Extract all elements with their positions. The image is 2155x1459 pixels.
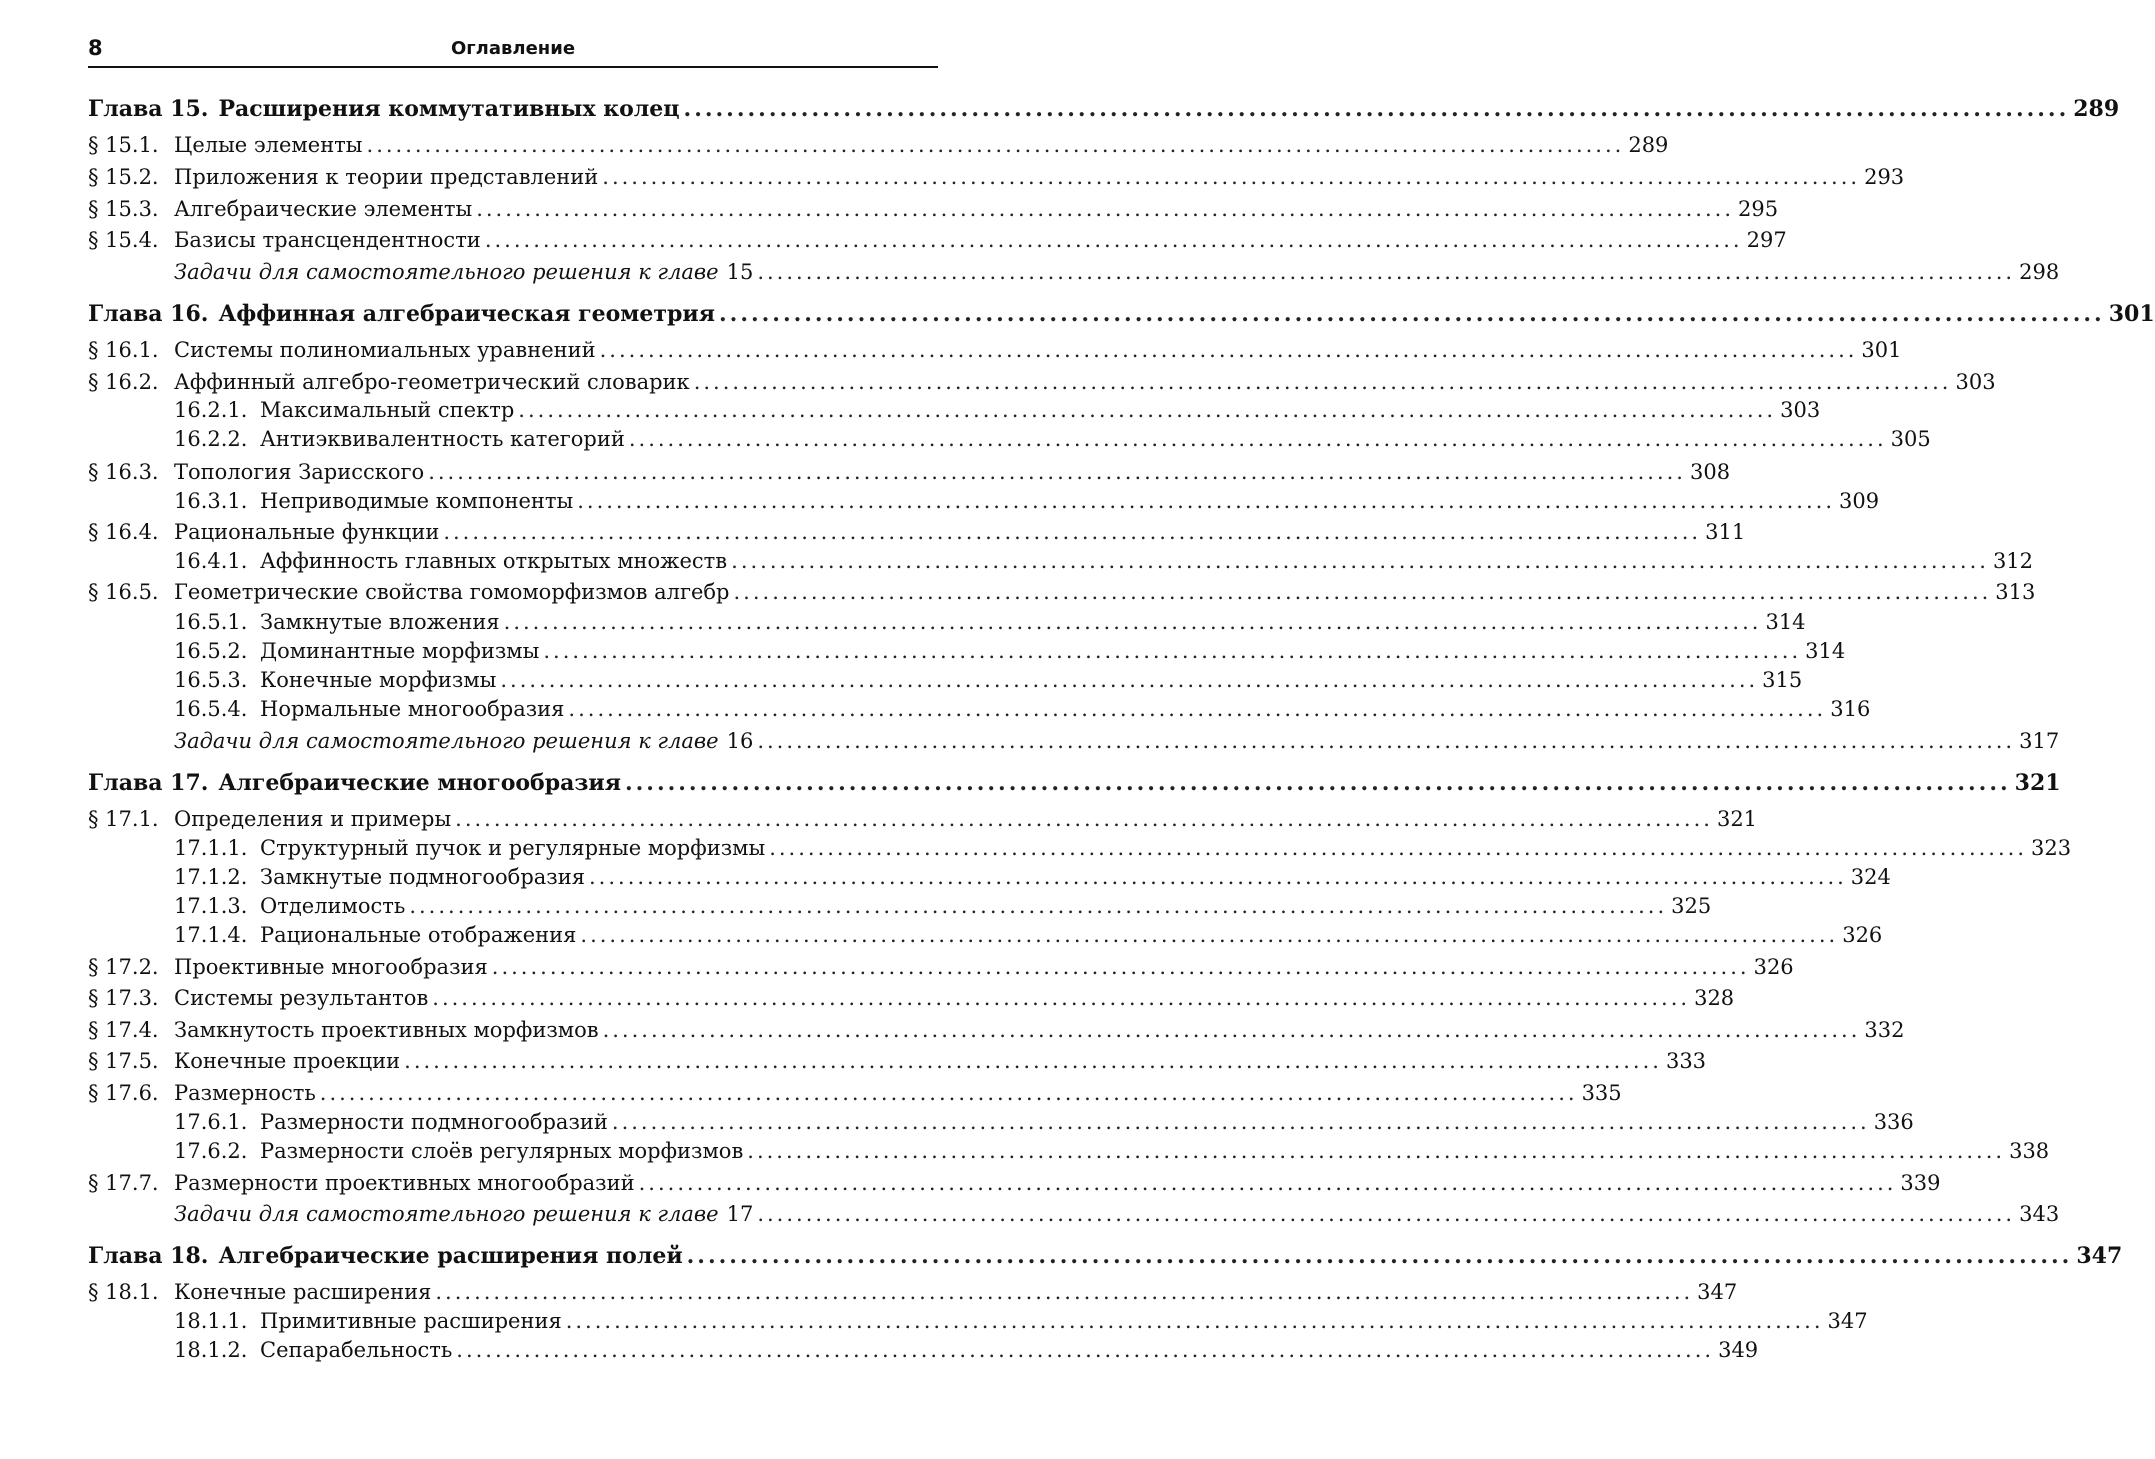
- toc-dot-leader: ..................................................................................................................................: [719, 301, 2105, 327]
- toc-subsection-entry: [88, 865, 1891, 895]
- toc-entry-number: Глава 16.: [88, 301, 209, 327]
- toc-dot-leader: ..................................................................................................................................: [319, 1081, 1578, 1105]
- toc-chapter-entry: [88, 1243, 2123, 1273]
- toc-entry-number: § 16.2.: [88, 370, 159, 394]
- toc-entry-number: Глава 18.: [88, 1243, 209, 1269]
- toc-entry-title: Задачи для самостоятельного решения к главе: [174, 729, 719, 753]
- toc-dot-leader: ..................................................................................................................................: [769, 836, 2027, 860]
- toc-entry-title: Конечные проекции: [174, 1049, 401, 1073]
- toc-entry-number: 18.1.2.: [174, 1338, 248, 1362]
- toc-entry-title: Максимальный спектр: [260, 398, 515, 422]
- toc-entry-title: Конечные морфизмы: [260, 668, 497, 692]
- toc-section-entry: [88, 460, 1731, 490]
- toc-page-number: 309: [1839, 489, 1880, 513]
- toc-page-number: 298: [2019, 260, 2060, 284]
- toc-dot-leader: ..................................................................................................................................: [432, 986, 1691, 1010]
- toc-entry-number: § 16.3.: [88, 460, 159, 484]
- toc-subsection-entry: [88, 639, 1846, 669]
- toc-subsection-entry: [88, 923, 1883, 953]
- toc-page-number: 347: [2076, 1243, 2123, 1269]
- toc-entry-title: Задачи для самостоятельного решения к главе: [174, 1202, 719, 1226]
- toc-entry-number: Глава 15.: [88, 96, 209, 122]
- toc-entry-number: 18.1.1.: [174, 1309, 248, 1333]
- toc-dot-leader: ..................................................................................................................................: [491, 955, 1750, 979]
- toc-chapter-entry: [88, 770, 2061, 800]
- toc-dot-leader: ..................................................................................................................................: [589, 865, 1847, 889]
- toc-page-number: 293: [1864, 165, 1905, 189]
- toc-entry-number: 17.1.4.: [174, 923, 248, 947]
- toc-entry-number: § 17.6.: [88, 1081, 159, 1105]
- toc-section-entry: [88, 133, 1669, 163]
- toc-page-number: 315: [1762, 668, 1803, 692]
- toc-entry-title: Алгебраические расширения полей: [218, 1243, 683, 1269]
- toc-entry-title: Размерности проективных многообразий: [174, 1171, 635, 1195]
- toc-dot-leader: ..................................................................................................................................: [409, 894, 1668, 918]
- toc-subsection-entry: [88, 1309, 1868, 1339]
- toc-section-entry: [88, 955, 1794, 985]
- toc-entry-title: Топология Зарисского: [174, 460, 425, 484]
- toc-dot-leader: ..................................................................................................................................: [747, 1139, 2006, 1163]
- toc-entry-number: § 15.4.: [88, 228, 159, 252]
- toc-dot-leader: ..................................................................................................................................: [428, 460, 1686, 484]
- toc-entry-number: 17.1.3.: [174, 894, 248, 918]
- toc-dot-leader: ..................................................................................................................................: [577, 489, 1836, 513]
- toc-entry-title: Системы результантов: [174, 986, 429, 1010]
- toc-dot-leader: ..................................................................................................................................: [693, 370, 1952, 394]
- toc-entry-title: Структурный пучок и регулярные морфизмы: [260, 836, 766, 860]
- toc-page-number: 338: [2009, 1139, 2050, 1163]
- toc-entry-title: Доминантные морфизмы: [260, 639, 540, 663]
- toc-section-entry: [88, 807, 1758, 837]
- toc-entry-title: Целые элементы: [174, 133, 363, 157]
- toc-page-number: 336: [1873, 1110, 1914, 1134]
- toc-entry-number: § 17.4.: [88, 1018, 159, 1042]
- toc-subsection-entry: [88, 398, 1821, 428]
- toc-dot-leader: ..................................................................................................................................: [435, 1280, 1694, 1304]
- toc-entry-number: § 16.1.: [88, 338, 159, 362]
- toc-entry-number: 17.6.2.: [174, 1139, 248, 1163]
- toc-dot-leader: ..................................................................................................................................: [456, 1338, 1715, 1362]
- toc-entry-title: Задачи для самостоятельного решения к главе: [174, 260, 719, 284]
- toc-entry-title: Неприводимые компоненты: [260, 489, 574, 513]
- toc-entry-number: § 18.1.: [88, 1280, 159, 1304]
- toc-section-entry: [88, 370, 1996, 400]
- toc-dot-leader: ..................................................................................................................................: [757, 729, 2016, 753]
- toc-entry-title: Сепарабельность: [260, 1338, 453, 1362]
- toc-dot-leader: ..................................................................................................................................: [599, 338, 1858, 362]
- toc-page-number: 313: [1995, 580, 2036, 604]
- toc-page-number: 312: [1992, 549, 2034, 573]
- toc-page-number: 316: [1830, 697, 1871, 721]
- toc-entry-number: § 15.1.: [88, 133, 159, 157]
- page-number: 8: [88, 36, 103, 60]
- toc-entry-title: Расширения коммутативных колец: [218, 96, 680, 122]
- toc-section-entry: [88, 1280, 1738, 1310]
- toc-entry-number: 16.4.1.: [174, 549, 248, 573]
- toc-dot-leader: ..................................................................................................................................: [733, 580, 1992, 604]
- toc-entry-title: Геометрические свойства гомоморфизмов алгебр: [174, 580, 730, 604]
- toc-dot-leader: ..................................................................................................................................: [611, 1110, 1870, 1134]
- header-rule: [88, 66, 938, 68]
- toc-entry-number: 17.1.1.: [174, 836, 248, 860]
- toc-subsection-entry: [88, 1110, 1914, 1140]
- toc-page-number: 328: [1694, 986, 1735, 1010]
- toc-entry-title: Нормальные многообразия: [260, 697, 565, 721]
- toc-entry-title: Конечные расширения: [174, 1280, 432, 1304]
- toc-dot-leader: ..................................................................................................................................: [366, 133, 1625, 157]
- toc-dot-leader: ..................................................................................................................................: [518, 398, 1777, 422]
- toc-entry-title: Антиэквивалентность категорий: [260, 427, 625, 451]
- toc-entry-number: § 17.5.: [88, 1049, 159, 1073]
- toc-subsection-entry: [88, 894, 1712, 924]
- toc-dot-leader: ..................................................................................................................................: [503, 610, 1762, 634]
- toc-entry-title: Системы полиномиальных уравнений: [174, 338, 596, 362]
- toc-page-number: 289: [1628, 133, 1669, 157]
- toc-page-number: 314: [1805, 639, 1846, 663]
- toc-page-number: 308: [1689, 460, 1731, 484]
- toc-section-entry: [88, 580, 2036, 610]
- toc-chapter-entry: [88, 96, 2120, 126]
- toc-entry-title: Отделимость: [260, 894, 406, 918]
- toc-page-number: 289: [2073, 96, 2120, 122]
- toc-section-entry: [88, 165, 1905, 195]
- toc-section-entry: [88, 1171, 1941, 1201]
- toc-entry-title: Аффинная алгебраическая геометрия: [218, 301, 715, 327]
- toc-entry-title: Размерности слоёв регулярных морфизмов: [260, 1139, 744, 1163]
- toc-dot-leader: ..................................................................................................................................: [628, 427, 1887, 451]
- toc-entry-title: Проективные многообразия: [174, 955, 488, 979]
- toc-dot-leader: ..................................................................................................................................: [638, 1171, 1897, 1195]
- toc-subsection-entry: [88, 549, 2034, 579]
- toc-page-number: 325: [1671, 894, 1712, 918]
- toc-page-number: 311: [1705, 520, 1746, 544]
- toc-entry-number: § 17.2.: [88, 955, 159, 979]
- toc-page-number: 347: [1697, 1280, 1738, 1304]
- toc-dot-leader: ..................................................................................................................................: [757, 1202, 2016, 1226]
- toc-entry-number: § 15.2.: [88, 165, 159, 189]
- toc-page-number: 297: [1746, 228, 1787, 252]
- toc-entry-title: Замкнутость проективных морфизмов: [174, 1018, 599, 1042]
- toc-entry-title: Алгебраические многообразия: [218, 770, 621, 796]
- toc-dot-leader: ..................................................................................................................................: [602, 165, 1861, 189]
- toc-entry-title: Примитивные расширения: [260, 1309, 562, 1333]
- toc-page-number: 321: [1716, 807, 1758, 831]
- page-header: [88, 36, 938, 66]
- toc-page-number: 324: [1850, 865, 1891, 889]
- toc-entry-number: 16.5.3.: [174, 668, 248, 692]
- toc-subsection-entry: [88, 610, 1806, 640]
- toc-page-number: 335: [1581, 1081, 1622, 1105]
- toc-dot-leader: ..................................................................................................................................: [757, 260, 2016, 284]
- toc-section-entry: [88, 986, 1735, 1016]
- toc-entry-number: § 17.1.: [88, 807, 159, 831]
- toc-page-number: 317: [2019, 729, 2060, 753]
- toc-entry-title: Аффинность главных открытых множеств: [260, 549, 728, 573]
- toc-page-number: 305: [1890, 427, 1931, 451]
- toc-page-number: 301: [1861, 338, 1902, 362]
- toc-dot-leader: ..................................................................................................................................: [602, 1018, 1861, 1042]
- toc-dot-leader: ..................................................................................................................................: [568, 697, 1827, 721]
- toc-page-number: 323: [2031, 836, 2072, 860]
- toc-entry-number: 16.5.2.: [174, 639, 248, 663]
- toc-dot-leader: ..................................................................................................................................: [731, 549, 1989, 573]
- toc-subsection-entry: [88, 836, 2072, 866]
- toc-dot-leader: ..................................................................................................................................: [624, 770, 2011, 796]
- toc-page-number: 339: [1900, 1171, 1941, 1195]
- toc-entry-number: § 16.4.: [88, 520, 159, 544]
- running-title: Оглавление: [450, 38, 576, 59]
- toc-dot-leader: ..................................................................................................................................: [565, 1309, 1824, 1333]
- toc-entry-number: § 15.3.: [88, 197, 159, 221]
- toc-section-entry: [88, 520, 1746, 550]
- toc-chapter-ref: 16: [726, 729, 754, 753]
- toc-dot-leader: ..................................................................................................................................: [476, 197, 1734, 221]
- toc-entry-number: 17.1.2.: [174, 865, 248, 889]
- toc-entry-number: 16.5.4.: [174, 697, 248, 721]
- toc-entry-title: Базисы трансцендентности: [174, 228, 481, 252]
- toc-page-number: 326: [1753, 955, 1794, 979]
- toc-dot-leader: ..................................................................................................................................: [543, 639, 1802, 663]
- toc-subsection-entry: [88, 1338, 1759, 1368]
- toc-entry-title: Размерности подмногообразий: [260, 1110, 608, 1134]
- toc-problems-entry: [88, 260, 2060, 290]
- toc-page-number: 321: [2014, 770, 2061, 796]
- toc-chapter-entry: [88, 301, 2155, 331]
- toc-dot-leader: ..................................................................................................................................: [686, 1243, 2073, 1269]
- toc-page-number: 347: [1827, 1309, 1868, 1333]
- toc-section-entry: [88, 1081, 1622, 1111]
- toc-subsection-entry: [88, 697, 1871, 727]
- toc-entry-number: § 17.7.: [88, 1171, 159, 1195]
- toc-entry-number: 16.2.1.: [174, 398, 248, 422]
- toc-entry-title: Приложения к теории представлений: [174, 165, 599, 189]
- toc-subsection-entry: [88, 489, 1880, 519]
- toc-problems-entry: [88, 1202, 2060, 1232]
- toc-dot-leader: ..................................................................................................................................: [683, 96, 2070, 122]
- toc-section-entry: [88, 197, 1779, 227]
- toc-subsection-entry: [88, 1139, 2050, 1169]
- toc-page-number: 314: [1765, 610, 1806, 634]
- toc-page-number: 333: [1665, 1049, 1707, 1073]
- toc-entry-number: 16.2.2.: [174, 427, 248, 451]
- toc-page-number: 326: [1842, 923, 1883, 947]
- toc-chapter-ref: 17: [726, 1202, 754, 1226]
- toc-entry-number: Глава 17.: [88, 770, 209, 796]
- toc-entry-number: 16.5.1.: [174, 610, 248, 634]
- toc-subsection-entry: [88, 668, 1803, 698]
- toc-entry-title: Рациональные отображения: [260, 923, 577, 947]
- toc-entry-number: § 17.3.: [88, 986, 159, 1010]
- toc-entry-title: Определения и примеры: [174, 807, 452, 831]
- toc-entry-title: Замкнутые подмногообразия: [260, 865, 585, 889]
- toc-entry-number: 16.3.1.: [174, 489, 248, 513]
- toc-entry-number: § 16.5.: [88, 580, 159, 604]
- toc-entry-title: Замкнутые вложения: [260, 610, 500, 634]
- toc-problems-entry: [88, 729, 2060, 759]
- toc-entry-number: 17.6.1.: [174, 1110, 248, 1134]
- toc-page-number: 332: [1864, 1018, 1905, 1042]
- toc-page-number: 349: [1718, 1338, 1759, 1362]
- toc-entry-title: Размерность: [174, 1081, 316, 1105]
- toc-chapter-ref: 15: [726, 260, 754, 284]
- toc-page-number: 301: [2108, 301, 2155, 327]
- toc-page-number: 343: [2019, 1202, 2060, 1226]
- toc-section-entry: [88, 338, 1902, 368]
- toc-page-number: 303: [1955, 370, 1996, 394]
- toc-entry-title: Алгебраические элементы: [174, 197, 473, 221]
- toc-page-number: 303: [1780, 398, 1821, 422]
- toc-page-number: 295: [1738, 197, 1779, 221]
- toc-dot-leader: ..................................................................................................................................: [484, 228, 1743, 252]
- toc-subsection-entry: [88, 427, 1931, 457]
- toc-entry-title: Аффинный алгебро-геометрический словарик: [174, 370, 690, 394]
- toc-dot-leader: ..................................................................................................................................: [443, 520, 1702, 544]
- toc-dot-leader: ..................................................................................................................................: [455, 807, 1713, 831]
- toc-dot-leader: ..................................................................................................................................: [580, 923, 1839, 947]
- toc-dot-leader: ..................................................................................................................................: [404, 1049, 1662, 1073]
- toc-dot-leader: ..................................................................................................................................: [500, 668, 1759, 692]
- toc-section-entry: [88, 228, 1787, 258]
- toc-section-entry: [88, 1018, 1905, 1048]
- toc-section-entry: [88, 1049, 1707, 1079]
- toc-entry-title: Рациональные функции: [174, 520, 440, 544]
